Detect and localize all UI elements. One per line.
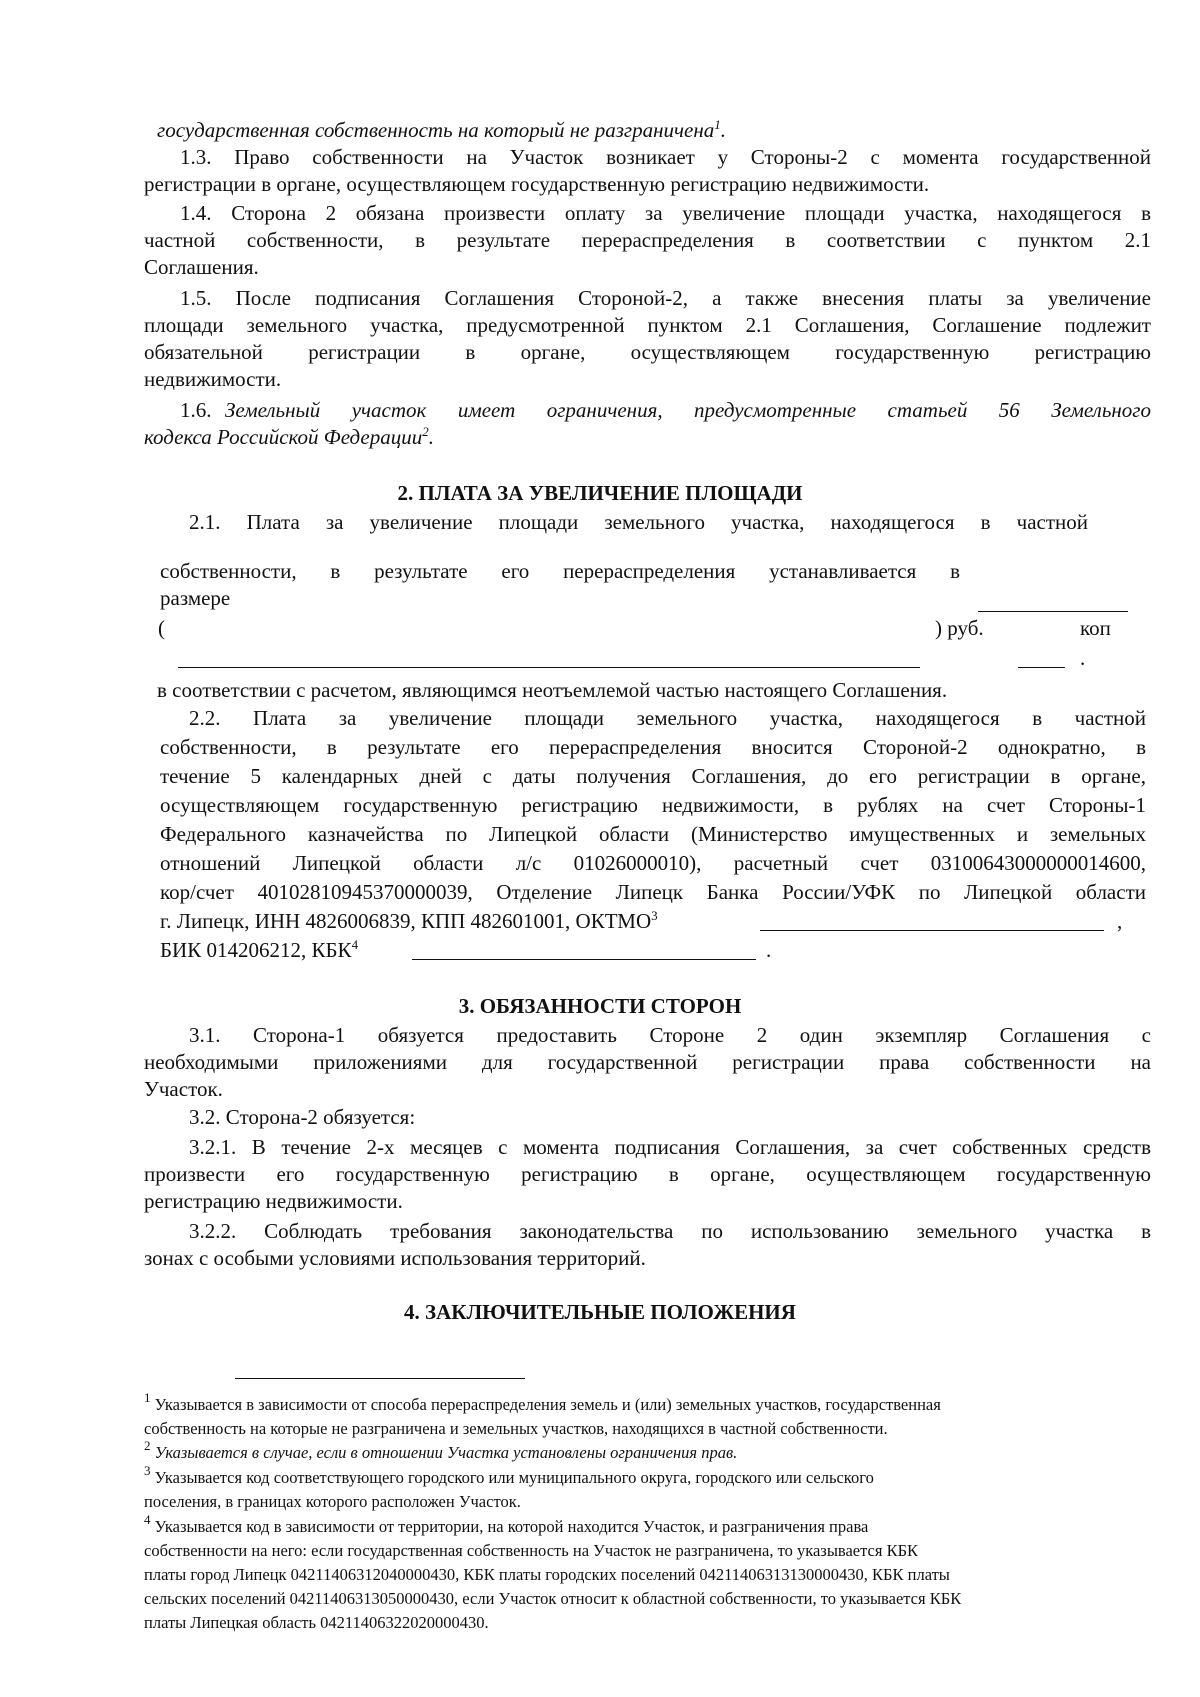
amount-in-words-blank (178, 667, 920, 668)
rub-label: ) руб. (935, 616, 984, 640)
kop-label: коп (1080, 616, 1111, 640)
paren-open: ( (158, 616, 165, 640)
para-2-1-line-2: собственности, в результате его перераспределения устанавливается в (160, 559, 960, 583)
para-2-2-line-3: течение 5 календарных дней с даты получения Соглашения, до его регистрации в органе, (160, 764, 1146, 788)
footnote-1-mark: 1 (144, 1390, 151, 1405)
footnote-4-line-5: платы Липецкая область 04211406322020000430. (144, 1613, 489, 1632)
para-1-5-line-4: недвижимости. (144, 367, 282, 391)
para-3-1-line-3: Участок. (144, 1077, 223, 1101)
oktmo-text: г. Липецк, ИНН 4826006839, КПП 482601001, ОКТМО (160, 909, 652, 933)
footnote-ref-3: 3 (651, 908, 658, 923)
section-2-heading: 2. ПЛАТА ЗА УВЕЛИЧЕНИЕ ПЛОЩАДИ (397, 481, 803, 505)
bik-end: . (766, 938, 772, 962)
footnote-2-mark: 2 (144, 1438, 151, 1453)
para-1-6-number: 1.6. (180, 398, 212, 422)
oktmo-comma: , (1117, 909, 1123, 933)
footnote-3-text-1: Указывается код соответствующего городского или муниципального округа, городского или сельского (154, 1468, 874, 1487)
intro-tail-text: государственная собственность на который не разграничена (157, 118, 715, 142)
bik-line (160, 936, 358, 964)
footnote-1-text-1: Указывается в зависимости от способа перераспределения земель и (или) земельных участков, государственная (154, 1395, 941, 1414)
footnote-4-line-4: сельских поселений 04211406313050000430, если Участок относит к областной собственности, то указывается КБК (144, 1589, 962, 1608)
footnote-3-line-1 (144, 1463, 874, 1490)
para-1-3-line-2: регистрации в органе, осуществляющем государственную регистрацию недвижимости. (144, 172, 930, 196)
footnote-1-line-1 (144, 1390, 941, 1417)
para-3-1-line-1: 3.1. Сторона-1 обязуется предоставить Стороне 2 один экземпляр Соглашения с (189, 1023, 1151, 1047)
para-2-2-line-5: Федерального казначейства по Липецкой области (Министерство имущественных и земельных (160, 822, 1146, 846)
intro-tail (157, 116, 726, 144)
footnote-ref-1: 1 (714, 117, 721, 132)
amount-blank (978, 611, 1128, 612)
para-3-2-1-line-2: произвести его государственную регистрацию в органе, осуществляющем государственную (144, 1162, 1151, 1186)
para-1-6-line-2 (144, 423, 434, 451)
footnote-ref-4: 4 (351, 937, 359, 952)
footnote-3-line-2: поселения, в границах которого расположен Участок. (144, 1492, 521, 1511)
footnote-ref-2: 2 (422, 424, 429, 439)
kbk-blank (412, 959, 756, 960)
para-2-1-sootv: в соответствии с расчетом, являющимся неотъемлемой частью настоящего Соглашения. (157, 678, 948, 702)
para-3-2-2-line-1: 3.2.2. Соблюдать требования законодательства по использованию земельного участка в (189, 1219, 1151, 1243)
para-2-2-line-1: 2.2. Плата за увеличение площади земельного участка, находящегося в частной (189, 706, 1146, 730)
para-1-5-line-2: площади земельного участка, предусмотренной пунктом 2.1 Соглашения, Соглашение подлежит (144, 313, 1151, 337)
para-1-5-line-1: 1.5. После подписания Соглашения Стороной-2, а также внесения платы за увеличение (180, 286, 1151, 310)
razmere-label: размере (160, 586, 231, 610)
para-2-1-line-1: 2.1. Плата за увеличение площади земельного участка, находящегося в частной (189, 510, 1088, 534)
para-2-2-line-2: собственности, в результате его перераспределения вносится Стороной-2 однократно, в (160, 735, 1146, 759)
footnote-separator (235, 1378, 525, 1379)
para-3-2-1-line-1: 3.2.1. В течение 2-х месяцев с момента подписания Соглашения, за счет собственных средств (189, 1135, 1151, 1159)
footnote-4-line-2: собственности на него: если государственная собственность на Участок не разграничена, то указывается КБК (144, 1541, 919, 1560)
section-4-heading: 4. ЗАКЛЮЧИТЕЛЬНЫЕ ПОЛОЖЕНИЯ (404, 1300, 796, 1324)
para-1-6-line-2-text: кодекса Российской Федерации (144, 425, 423, 449)
footnote-2 (144, 1438, 738, 1465)
oktmo-line (160, 907, 658, 935)
footnote-1-line-2: собственность на которые не разграничена и земельных участков, находящихся в частной собственности. (144, 1419, 888, 1438)
para-1-6-line-1: Земельный участок имеет ограничения, предусмотренные статьей 56 Земельного (225, 398, 1151, 422)
para-1-4-line-1: 1.4. Сторона 2 обязана произвести оплату за увеличение площади участка, находящегося в (180, 201, 1151, 225)
para-3-2: 3.2. Сторона-2 обязуется: (189, 1105, 416, 1129)
intro-tail-end: . (720, 118, 727, 142)
bik-text: БИК 014206212, КБК (160, 938, 352, 962)
para-2-2-line-4: осуществляющем государственную регистрацию недвижимости, в рублях на счет Стороны-1 (160, 793, 1146, 817)
para-1-3-line-1: 1.3. Право собственности на Участок возникает у Стороны-2 с момента государственной (180, 145, 1151, 169)
para-1-4-line-2: частной собственности, в результате перераспределения в соответствии с пунктом 2.1 (144, 228, 1151, 252)
footnote-3-mark: 3 (144, 1463, 151, 1478)
para-3-2-1-line-3: регистрацию недвижимости. (144, 1189, 403, 1213)
para-3-1-line-2: необходимыми приложениями для государственной регистрации права собственности на (144, 1050, 1151, 1074)
para-1-5-line-3: обязательной регистрации в органе, осуществляющем государственную регистрацию (144, 340, 1151, 364)
para-2-2-line-6: отношений Липецкой области л/с 01026000010), расчетный счет 03100643000000014600, (160, 851, 1146, 875)
kopecks-blank (1018, 667, 1065, 668)
footnote-4-text-1: Указывается код в зависимости от территории, на которой находится Участок, и разграничения права (154, 1517, 869, 1536)
para-1-4-line-3: Соглашения. (144, 255, 259, 279)
footnote-4-mark: 4 (144, 1512, 151, 1527)
footnote-4-line-1 (144, 1512, 869, 1539)
footnote-2-text: Указывается в случае, если в отношении Участка установлены ограничения прав. (154, 1443, 738, 1462)
para-1-6-end: . (428, 425, 434, 449)
section-3-heading: 3. ОБЯЗАННОСТИ СТОРОН (458, 994, 742, 1018)
oktmo-blank (760, 930, 1104, 931)
dot-after-blank: . (1080, 646, 1086, 670)
para-3-2-2-line-2: зонах с особыми условиями использования территорий. (144, 1246, 646, 1270)
para-2-2-line-7: кор/счет 40102810945370000039, Отделение Липецк Банка России/УФК по Липецкой области (160, 880, 1146, 904)
footnote-4-line-3: платы город Липецк 04211406312040000430, КБК платы городских поселений 04211406313130000430, КБК платы (144, 1565, 950, 1584)
